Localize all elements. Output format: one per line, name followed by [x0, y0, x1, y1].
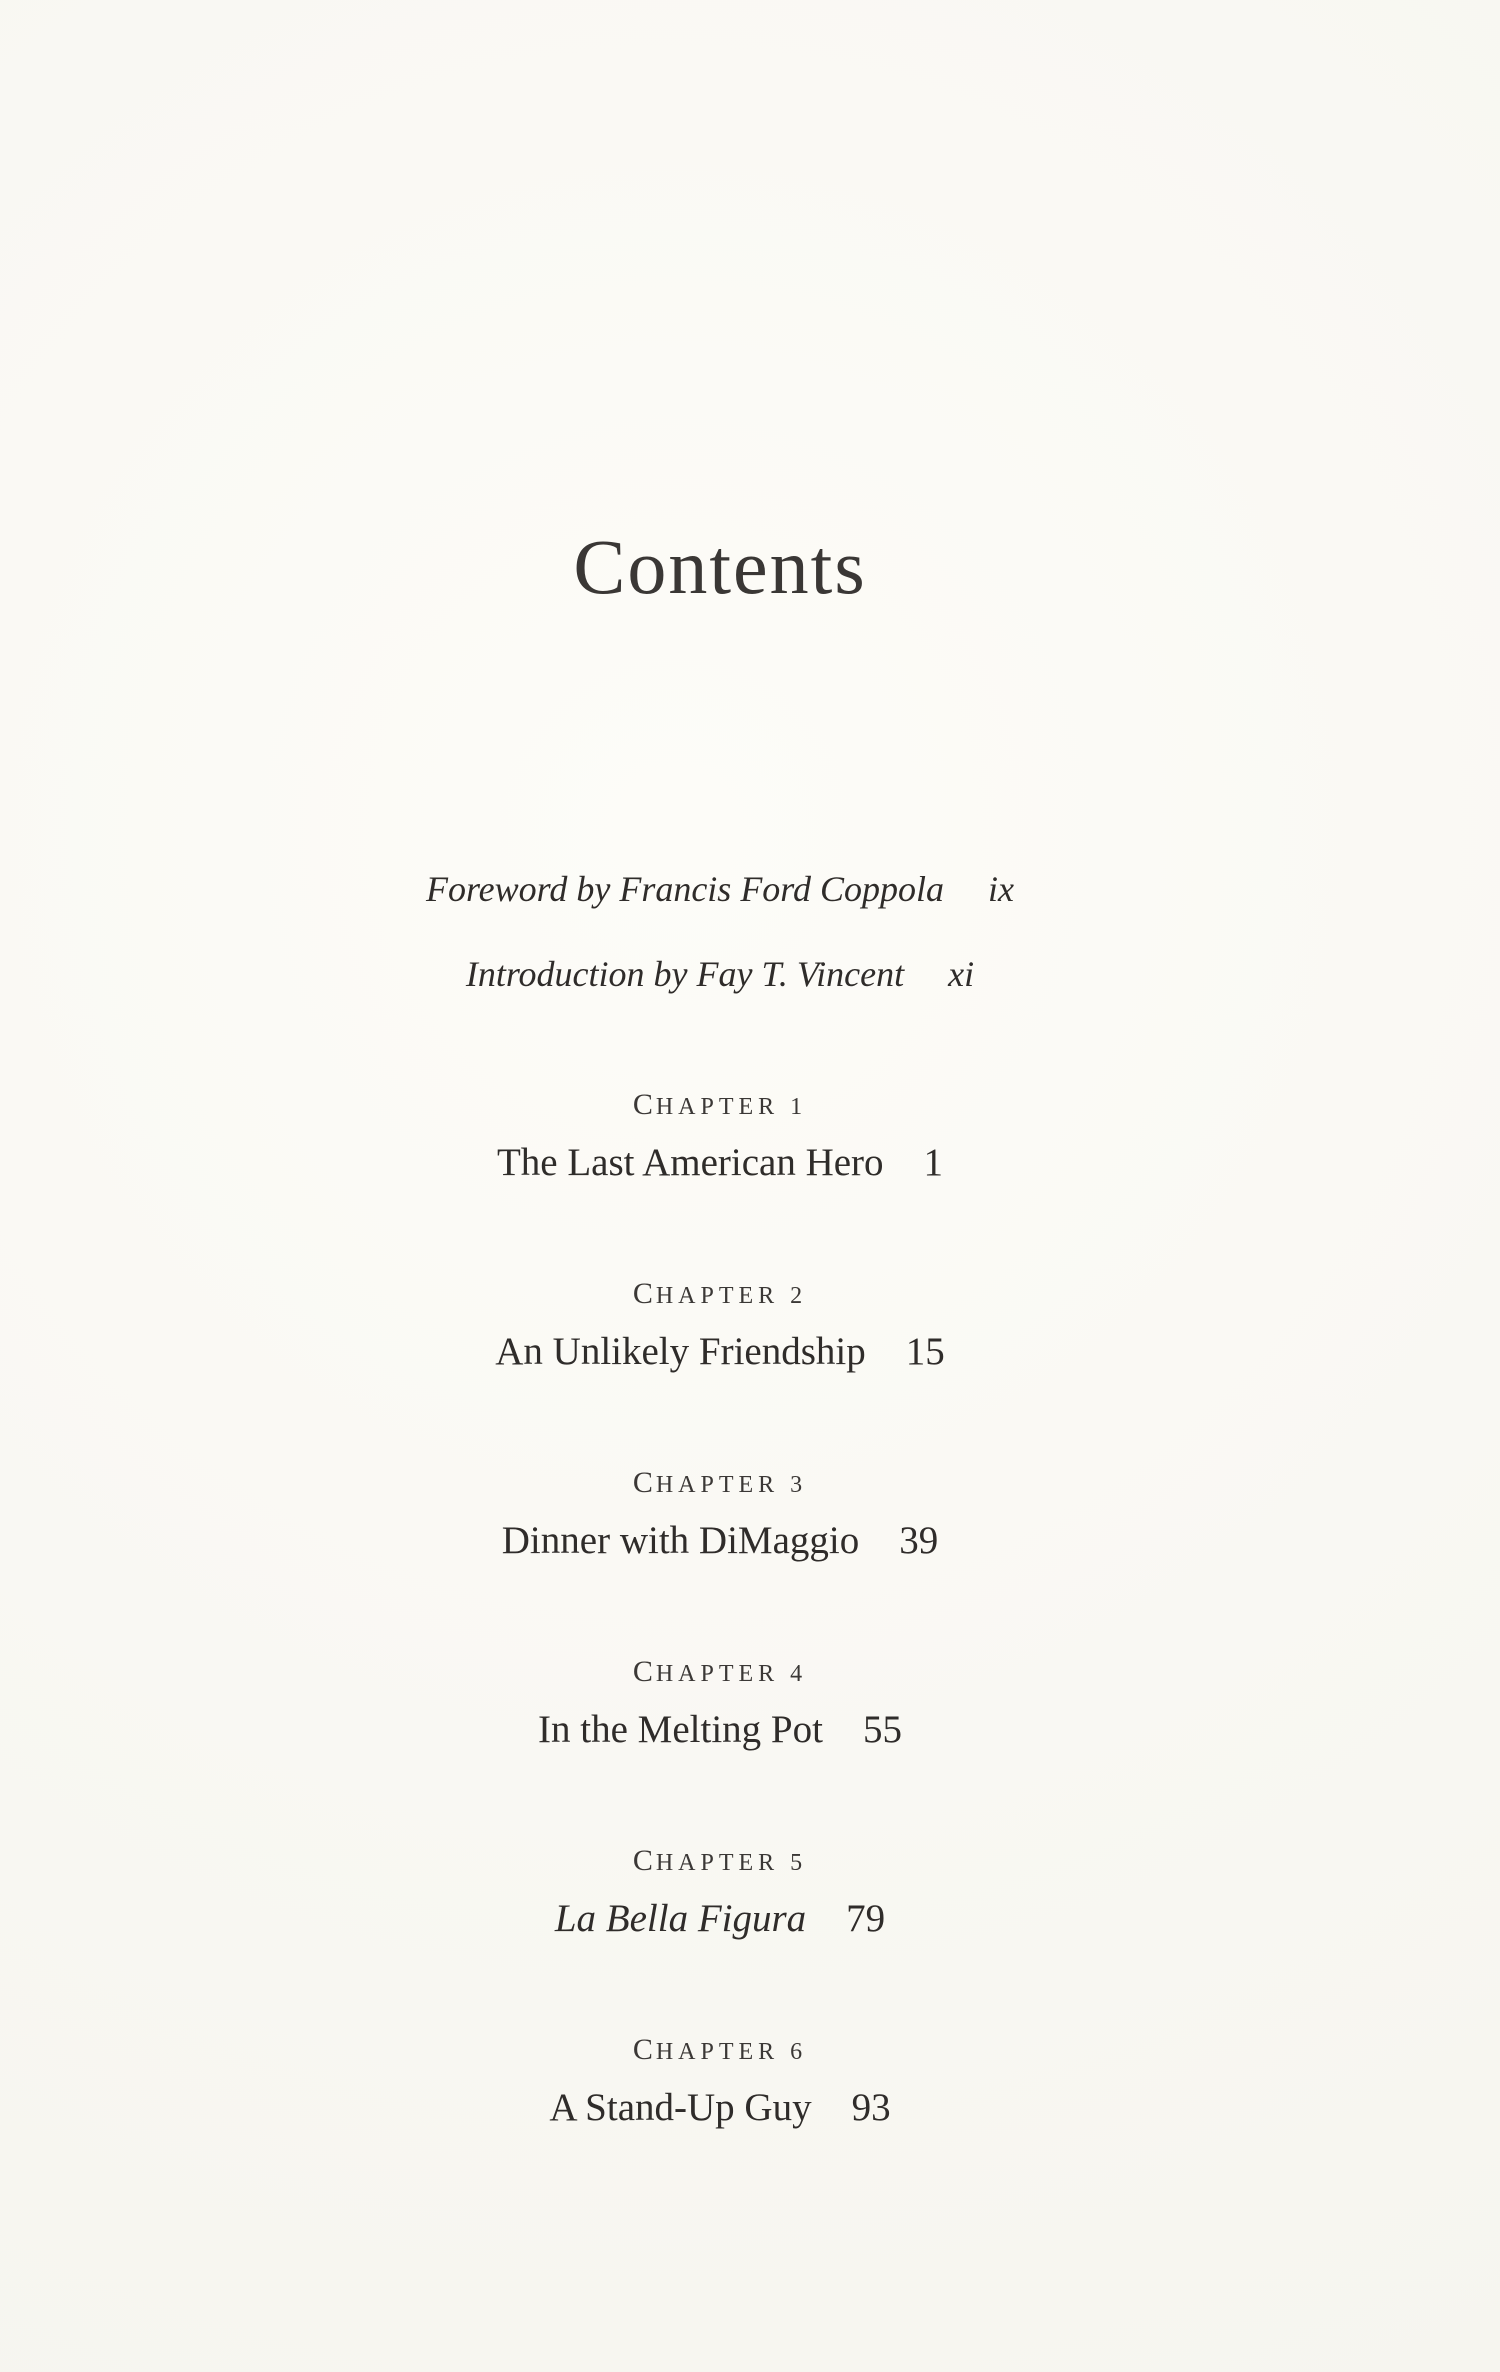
toc-entry-chapter-5[interactable]: [0, 1896, 1440, 1941]
toc-entry-page: 1: [923, 1141, 944, 1184]
toc-entry-chapter-4[interactable]: [0, 1707, 1440, 1752]
chapter-label: CHAPTER 2: [632, 1277, 808, 1310]
toc-entry-title: Foreword by Francis Ford Coppola: [426, 869, 944, 909]
toc-entry-introduction[interactable]: [0, 953, 1440, 995]
toc-entry-page: ix: [988, 869, 1014, 909]
toc-entry-page: xi: [948, 954, 975, 994]
toc-entry-page: 39: [899, 1519, 939, 1562]
toc-entry-title: The Last American Hero: [496, 1141, 884, 1184]
toc-entry-title: A Stand-Up Guy: [549, 2086, 812, 2129]
chapter-label: CHAPTER 5: [632, 1844, 808, 1877]
toc-entry-title: An Unlikely Friendship: [495, 1330, 866, 1373]
chapter-label: CHAPTER 6: [632, 2033, 808, 2066]
toc-entry-page: 79: [846, 1897, 886, 1940]
toc-entry-chapter-3[interactable]: [0, 1518, 1440, 1563]
toc-entry-title: In the Melting Pot: [538, 1708, 823, 1751]
chapter-number: 1: [790, 1094, 808, 1120]
toc-entry-title: Dinner with DiMaggio: [501, 1519, 860, 1562]
page-title: Contents: [573, 523, 867, 610]
chapter-number: 5: [790, 1850, 808, 1876]
chapter-label: CHAPTER 4: [632, 1655, 808, 1688]
chapter-number: 6: [790, 2039, 808, 2065]
toc-entry-chapter-2[interactable]: [0, 1329, 1440, 1374]
chapter-number: 2: [790, 1283, 808, 1309]
toc-entry-page: 93: [851, 2086, 891, 2129]
toc-entry-foreword[interactable]: [0, 868, 1440, 910]
toc-entry-title: Introduction by Fay T. Vincent: [465, 954, 905, 994]
toc-entry-page: 55: [862, 1708, 902, 1751]
chapter-label: CHAPTER 3: [632, 1466, 808, 1499]
chapter-number: 3: [790, 1472, 808, 1498]
toc-entry-title: La Bella Figura: [554, 1897, 807, 1940]
toc-entry-chapter-1[interactable]: [0, 1140, 1440, 1185]
toc-entry-page: 15: [905, 1330, 945, 1373]
chapter-number: 4: [790, 1661, 808, 1687]
chapter-label: CHAPTER 1: [632, 1088, 808, 1121]
toc-entry-chapter-6[interactable]: [0, 2085, 1440, 2130]
